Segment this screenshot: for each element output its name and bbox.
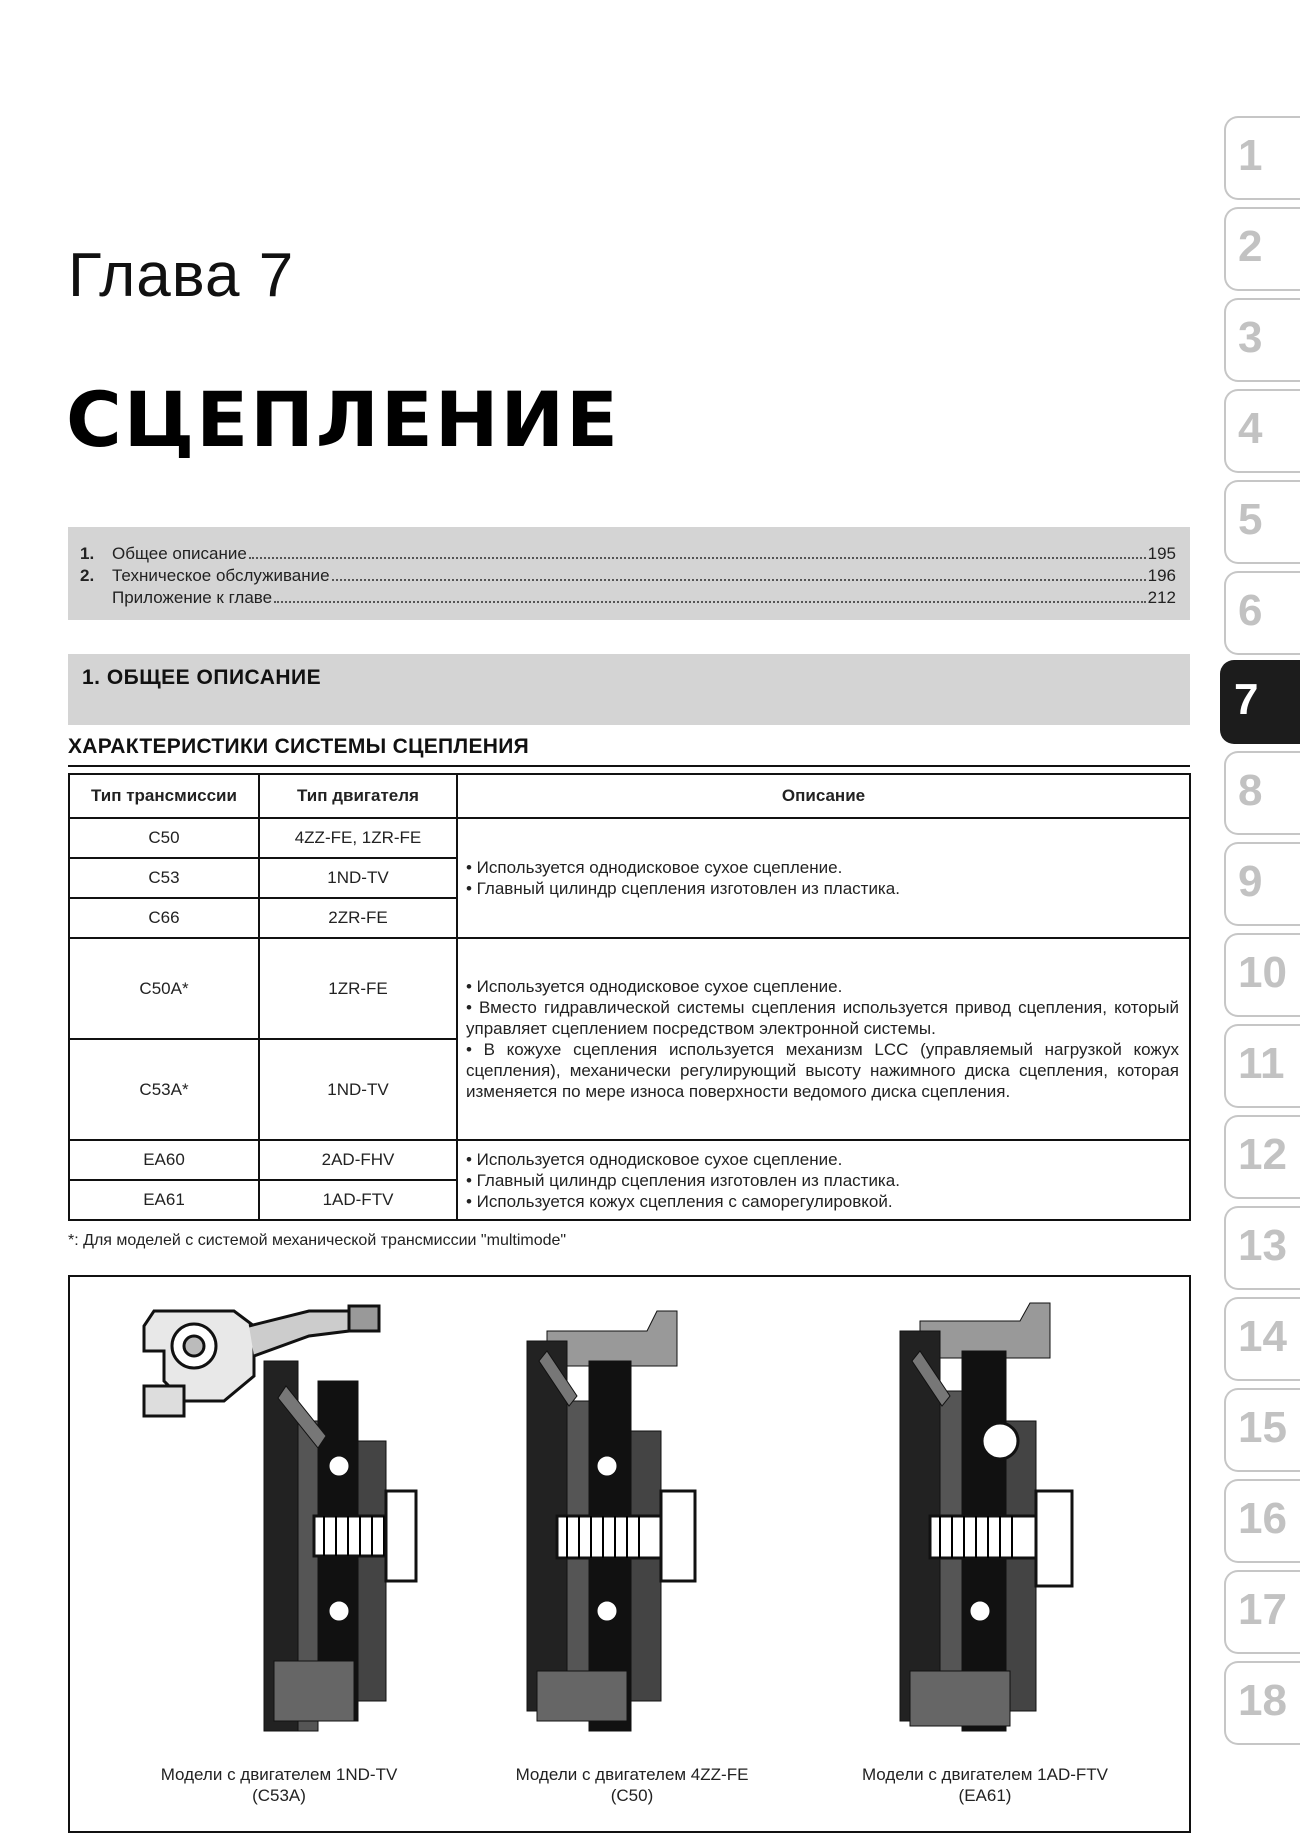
cell-transmission: C66 xyxy=(69,898,259,938)
toc-entry-number: 1. xyxy=(80,544,95,563)
figure-caption-model: (C53A) xyxy=(252,1786,306,1805)
clutch-spec-table xyxy=(68,773,1191,1221)
description-bullet: • Главный цилиндр сцепления изготовлен из пластика. xyxy=(466,879,900,898)
chapter-tab-11[interactable]: 11 xyxy=(1224,1024,1300,1108)
chapter-tab-12[interactable]: 12 xyxy=(1224,1115,1300,1199)
toc-entry-title: Общее описание xyxy=(112,544,247,563)
chapter-tab-16[interactable]: 16 xyxy=(1224,1479,1300,1563)
chapter-tab-14[interactable]: 14 xyxy=(1224,1297,1300,1381)
chapter-tab-6[interactable]: 6 xyxy=(1224,571,1300,655)
chapter-tab-strip xyxy=(1220,0,1300,1839)
figure-caption xyxy=(467,1764,797,1806)
toc-entry-title: Техническое обслуживание xyxy=(112,566,330,585)
cell-transmission: EA60 xyxy=(69,1140,259,1180)
toc-entry[interactable] xyxy=(80,587,1176,609)
toc-entry[interactable] xyxy=(80,543,1176,565)
cell-engine: 1ND-TV xyxy=(259,858,457,898)
chapter-label: Глава 7 xyxy=(68,241,295,310)
figure-caption-title: Модели с двигателем 4ZZ-FE xyxy=(515,1765,749,1784)
figure-caption-model: (EA61) xyxy=(958,1786,1012,1805)
table-footnote: *: Для моделей с системой механической трансмиссии "multimode" xyxy=(68,1232,567,1249)
figure-caption-model: (C50) xyxy=(610,1786,654,1805)
description-bullet: • В кожухе сцепления используется механизм LCC (управляемый нагрузкой кожух сцепления), механически регулирующий высоту нажимного диска сцепления, которая изменяется по мере износа поверхности ведомого диска сцепления. xyxy=(466,1040,1179,1101)
cell-engine: 2ZR-FE xyxy=(259,898,457,938)
cell-transmission: EA61 xyxy=(69,1180,259,1220)
figure-caption-title: Модели с двигателем 1ND-TV xyxy=(160,1765,398,1784)
chapter-tab-3[interactable]: 3 xyxy=(1224,298,1300,382)
description-bullet: • Главный цилиндр сцепления изготовлен из пластика. xyxy=(466,1170,900,1190)
toc-entry-title: Приложение к главе xyxy=(112,588,273,607)
cell-transmission: C50 xyxy=(69,818,259,858)
figure-caption-title: Модели с двигателем 1AD-FTV xyxy=(861,1765,1109,1784)
column-header-engine: Тип двигателя xyxy=(259,774,457,818)
cell-engine: 2AD-FHV xyxy=(259,1140,457,1180)
description-bullet: • Используется кожух сцепления с саморегулировкой. xyxy=(466,1191,893,1211)
column-header-description: Описание xyxy=(457,774,1190,818)
toc-entry[interactable] xyxy=(80,565,1176,587)
description-bullet: • Используется однодисковое сухое сцепление. xyxy=(466,858,843,877)
toc-leader-dots xyxy=(274,601,1146,603)
chapter-tab-1[interactable]: 1 xyxy=(1224,116,1300,200)
description-bullet: • Используется однодисковое сухое сцепление. xyxy=(466,977,843,996)
cell-engine: 4ZZ-FE, 1ZR-FE xyxy=(259,818,457,858)
chapter-tab-15[interactable]: 15 xyxy=(1224,1388,1300,1472)
cell-description xyxy=(457,1140,1190,1220)
section-title: 1. ОБЩЕЕ ОПИСАНИЕ xyxy=(82,666,322,689)
table-row xyxy=(69,818,1190,858)
clutch-cross-section-1ad-ftv xyxy=(820,1291,1150,1736)
chapter-tab-10[interactable]: 10 xyxy=(1224,933,1300,1017)
chapter-tab-5[interactable]: 5 xyxy=(1224,480,1300,564)
toc-leader-dots xyxy=(249,557,1146,559)
description-bullet: • Используется однодисковое сухое сцепление. xyxy=(466,1149,843,1169)
chapter-tab-13[interactable]: 13 xyxy=(1224,1206,1300,1290)
cell-engine: 1AD-FTV xyxy=(259,1180,457,1220)
table-header-row xyxy=(69,774,1190,818)
table-row xyxy=(69,1140,1190,1180)
chapter-tab-18[interactable]: 18 xyxy=(1224,1661,1300,1745)
chapter-tab-4[interactable]: 4 xyxy=(1224,389,1300,473)
clutch-illustrations xyxy=(68,1275,1191,1833)
toc-entry-page: 212 xyxy=(1147,588,1176,607)
table-of-contents xyxy=(68,527,1190,620)
chapter-tab-2[interactable]: 2 xyxy=(1224,207,1300,291)
column-header-transmission: Тип трансмиссии xyxy=(69,774,259,818)
table-row xyxy=(69,938,1190,1039)
chapter-tab-7-active[interactable]: 7 xyxy=(1220,660,1300,744)
chapter-tab-17[interactable]: 17 xyxy=(1224,1570,1300,1654)
clutch-cross-section-4zz-fe xyxy=(467,1291,797,1736)
chapter-title: СЦЕПЛЕНИЕ xyxy=(66,375,620,464)
cell-engine: 1ZR-FE xyxy=(259,938,457,1039)
cell-description xyxy=(457,818,1190,938)
chapter-tab-9[interactable]: 9 xyxy=(1224,842,1300,926)
section-header-bar xyxy=(68,654,1190,725)
description-bullet: • Вместо гидравлической системы сцепления используется привод сцепления, который управляет сцеплением посредством электронной системы. xyxy=(466,998,1179,1038)
chapter-tab-8[interactable]: 8 xyxy=(1224,751,1300,835)
toc-entry-page: 196 xyxy=(1147,566,1176,585)
cell-transmission: C53A* xyxy=(69,1039,259,1140)
cell-transmission: C50A* xyxy=(69,938,259,1039)
clutch-cross-section-1nd-tv xyxy=(114,1291,444,1736)
cell-description xyxy=(457,938,1190,1140)
toc-entry-page: 195 xyxy=(1147,544,1176,563)
cell-transmission: C53 xyxy=(69,858,259,898)
toc-leader-dots xyxy=(332,579,1146,581)
toc-entry-number: 2. xyxy=(80,566,95,585)
figure-caption xyxy=(820,1764,1150,1806)
figure-caption xyxy=(114,1764,444,1806)
cell-engine: 1ND-TV xyxy=(259,1039,457,1140)
table-heading: ХАРАКТЕРИСТИКИ СИСТЕМЫ СЦЕПЛЕНИЯ xyxy=(68,735,1190,767)
